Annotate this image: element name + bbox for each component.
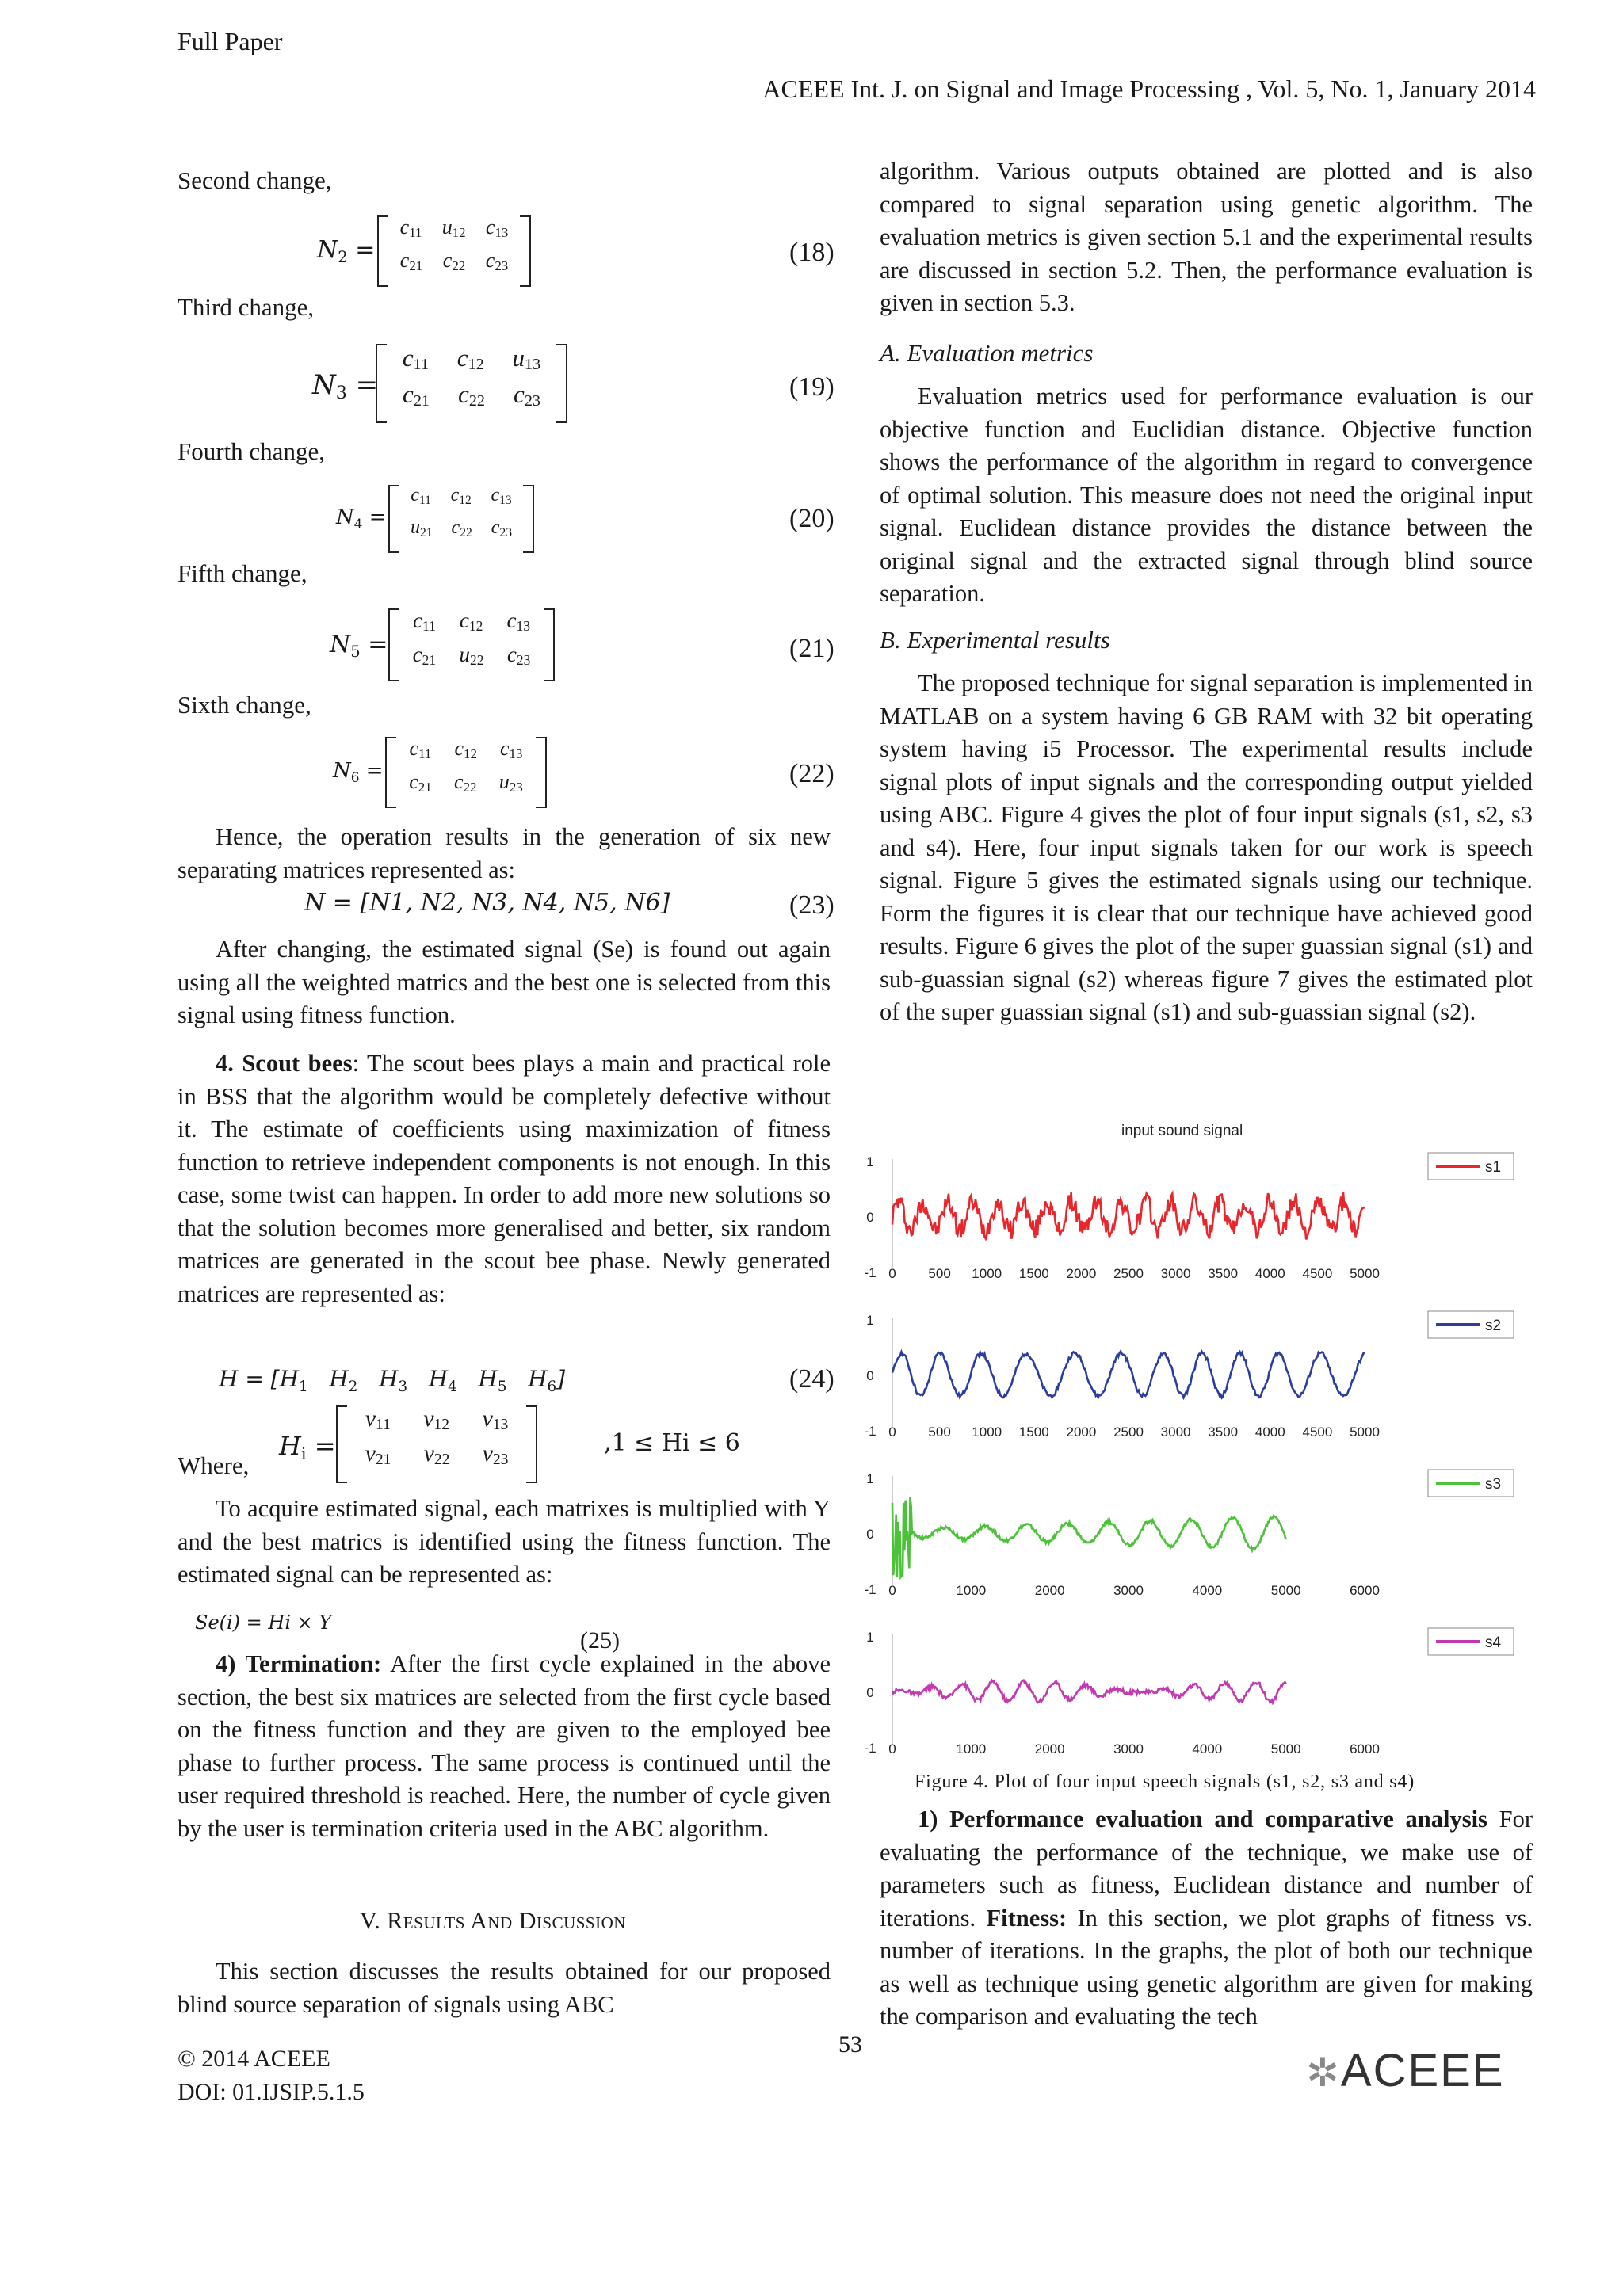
- xtick-s3-6: 6000: [1350, 1583, 1380, 1598]
- eq24-hi: $H_i$ =: [279, 1431, 336, 1463]
- series-line-s2: [892, 1352, 1365, 1398]
- xtick-s1-7: 3500: [1208, 1266, 1239, 1281]
- para-evaluation: Evaluation metrics used for performance evaluation is our objective function and Euclidian distance. Objective function shows the performance of the algorithm in regard to convergence of optimal solution. This measure does not need the original input signal. Euclidean distance provides the distance between the original signal and the extracted signal through blind source separation.: [880, 383, 1533, 607]
- eq18-number: (18): [789, 238, 834, 267]
- xtick-s2-6: 3000: [1160, 1425, 1191, 1440]
- xtick-s3-4: 4000: [1192, 1583, 1223, 1598]
- left-para-scout: [178, 1047, 831, 1310]
- series-line-s1: [892, 1192, 1365, 1240]
- right-para-perf: [880, 1803, 1533, 2034]
- label-where: Where,: [178, 1451, 250, 1479]
- xtick-s1-3: 1500: [1018, 1266, 1049, 1281]
- doi: DOI: 01.IJSIP.5.1.5: [178, 2079, 365, 2105]
- xtick-s1-8: 4000: [1254, 1266, 1285, 1281]
- xtick-s1-0: 0: [888, 1266, 896, 1281]
- xtick-s4-3: 3000: [1113, 1741, 1144, 1756]
- xtick-s4-2: 2000: [1034, 1741, 1065, 1756]
- figure-caption: Figure 4. Plot of four input speech signals (s1, s2, s3 and s4): [915, 1772, 1415, 1792]
- eq21-matrix: $c_{11}$ $c_{12}$ $c_{13}$ $c_{21}$ $u_{22}$ $c_{23}$: [388, 608, 555, 681]
- eq18-lhs: $N_2$ =: [317, 236, 376, 266]
- label-sixth-change: Sixth change,: [178, 691, 311, 719]
- para-acquire: To acquire estimated signal, each matrixes is multiplied with Y and the best matrics is identified using the fitness function. The estimated signal can be represented as:: [178, 1495, 831, 1588]
- xtick-s3-3: 3000: [1113, 1583, 1144, 1598]
- section-heading: V. Results And Discussion: [360, 1908, 626, 1934]
- right-para-b: [880, 667, 1533, 1029]
- eq24-condition: ,1 ≤ Hi ≤ 6: [604, 1429, 740, 1457]
- xtick-s2-8: 4000: [1254, 1425, 1285, 1440]
- xtick-s2-0: 0: [888, 1425, 896, 1440]
- eq19-lhs: $N_3$ =: [312, 369, 379, 403]
- eq23-expression: N = [N1, N2, N3, N4, N5, N6]: [304, 889, 670, 917]
- right-para-top: [880, 155, 1533, 320]
- chart-title: input sound signal: [1121, 1123, 1243, 1139]
- xtick-s2-9: 4500: [1302, 1425, 1333, 1440]
- xtick-s1-9: 4500: [1302, 1266, 1333, 1281]
- eq25-number: (25): [580, 1627, 620, 1653]
- xtick-s3-2: 2000: [1034, 1583, 1065, 1598]
- termination-text: After the first cycle explained in the above section, the best six matrices are selected from the first cycle based on the fitness function and they are given to the employed bee phase to further process. The same process is continued until the user required threshold is reached. Here, the number of cycle given by the user is termination criteria used in the ABC algorithm.: [178, 1650, 831, 1842]
- termination-heading: 4) Termination:: [216, 1650, 382, 1677]
- aceee-logo: [1306, 2044, 1505, 2097]
- eq24-h: $H = [H_1$ $H_2$ $H_3$ $H_4$ $H_5$ $H_6$]: [219, 1366, 566, 1395]
- eq19-matrix: $c_{11}$ $c_{12}$ $u_{13}$ $c_{21}$ $c_{22}$ $c_{23}$: [376, 344, 567, 423]
- fitness-heading: Fitness:: [986, 1904, 1067, 1932]
- perf-text-1: For evaluating the performance of the technique, we make use of parameters such as fitness, Euclidean distance and number of iterations.: [880, 1806, 1533, 1932]
- left-para-hence: [178, 821, 831, 887]
- xtick-s1-5: 2500: [1113, 1266, 1144, 1281]
- para-experimental: The proposed technique for signal separation is implemented in MATLAB on a system having 6 GB RAM with 32 bit operating system having i5 Processor. The experimental results include signal plots of input signals and the corresponding output yielded using ABC. Figure 4 gives the plot of four input signals (s1, s2, s3 and s4). Here, four input signals taken for our work is speech signal. Figure 5 gives the estimated signals using our technique. Form the figures it is clear that our technique have achieved good results. Figure 6 gives the plot of the super guassian signal (s1) and sub-guassian signal (s2) whereas figure 7 gives the estimated plot of the super guassian signal (s1) and sub-guassian signal (s2).: [880, 669, 1533, 1025]
- heading-evaluation-metrics: A. Evaluation metrics: [880, 339, 1094, 367]
- legend-label-s4: s4: [1485, 1634, 1502, 1651]
- para-top: algorithm. Various outputs obtained are plotted and is also compared to signal separation using genetic algorithm. The evaluation metrics is given section 5.1 and the experimental results are discussed in section 5.2. Then, the performance evaluation is given in section 5.3.: [880, 158, 1533, 316]
- para-hence: Hence, the operation results in the generation of six new separating matrices represented as:: [178, 823, 831, 883]
- heading-experimental-results: B. Experimental results: [880, 626, 1110, 654]
- ytick-s1-1: 0: [866, 1210, 874, 1225]
- logo-text: ACEEE: [1340, 2045, 1505, 2096]
- right-para-a: [880, 380, 1533, 611]
- scout-text: : The scout bees plays a main and practical role in BSS that the algorithm would be completely defective without it. The estimate of coefficients using maximization of fitness function to retrieve independent components is not enough. In this case, some twist can happen. In order to add more new solutions so that the solution becomes more generalised and better, six random matrices are generated in the scout bee phase. Newly generated matrices are represented as:: [178, 1050, 831, 1307]
- eq18-matrix: $c_{11}$ $u_{12}$ $c_{13}$ $c_{21}$ $c_{22}$ $c_{23}$: [377, 215, 531, 287]
- left-para-section: [178, 1955, 831, 2021]
- eq21-number: (21): [789, 634, 834, 663]
- eq22-lhs: $N_6$ =: [333, 759, 384, 785]
- xtick-s3-0: 0: [888, 1583, 896, 1598]
- label-third-change: Third change,: [178, 293, 315, 321]
- para-after: After changing, the estimated signal (Se) is found out again using all the weighted matrics and the best one is selected from this signal using fitness function.: [178, 936, 831, 1028]
- eq25-expression: Se(i) = Hi × Y: [195, 1611, 332, 1634]
- xtick-s4-4: 4000: [1192, 1741, 1223, 1756]
- eq21-lhs: $N_5$ =: [330, 631, 388, 661]
- legend-label-s2: s2: [1485, 1318, 1502, 1334]
- ytick-s4-1: 0: [866, 1685, 874, 1700]
- eq20-number: (20): [789, 504, 834, 533]
- xtick-s4-0: 0: [888, 1741, 896, 1756]
- xtick-s4-5: 5000: [1270, 1741, 1301, 1756]
- xtick-s3-5: 5000: [1270, 1583, 1301, 1598]
- journal-citation: ACEEE Int. J. on Signal and Image Processing , Vol. 5, No. 1, January 2014: [762, 74, 1536, 103]
- series-line-s4: [892, 1680, 1286, 1703]
- xtick-s2-7: 3500: [1208, 1425, 1239, 1440]
- xtick-s1-6: 3000: [1160, 1266, 1191, 1281]
- xtick-s4-1: 1000: [956, 1741, 987, 1756]
- left-para-termination: [178, 1648, 831, 1845]
- eq20-lhs: $N_4$ =: [336, 505, 387, 532]
- xtick-s2-10: 5000: [1350, 1425, 1380, 1440]
- left-para-after: [178, 933, 831, 1032]
- figure-4-chart: [864, 1116, 1537, 1756]
- xtick-s1-4: 2000: [1066, 1266, 1097, 1281]
- label-second-change: Second change,: [178, 166, 332, 194]
- xtick-s1-2: 1000: [972, 1266, 1002, 1281]
- ytick-s3-0: 1: [866, 1471, 874, 1486]
- figure-4-svg: [864, 1116, 1537, 1756]
- perf-heading: 1) Performance evaluation and comparative analysis: [918, 1806, 1487, 1833]
- xtick-s2-5: 2500: [1113, 1425, 1144, 1440]
- ytick-s2-2: -1: [864, 1424, 876, 1439]
- eq24-number: (24): [789, 1364, 834, 1394]
- eq22-matrix: $c_{11}$ $c_{12}$ $c_{13}$ $c_{21}$ $c_{22}$ $u_{23}$: [385, 737, 547, 808]
- scout-heading: 4. Scout bees: [216, 1050, 353, 1077]
- ytick-s2-0: 1: [866, 1313, 874, 1328]
- xtick-s3-1: 1000: [956, 1583, 987, 1598]
- ytick-s3-1: 0: [866, 1527, 874, 1542]
- series-line-s3: [892, 1497, 1286, 1577]
- ytick-s2-1: 0: [866, 1368, 874, 1383]
- ytick-s4-0: 1: [866, 1630, 874, 1645]
- legend-label-s3: s3: [1485, 1476, 1502, 1493]
- para-section: This section discusses the results obtained for our proposed blind source separation of signals using ABC: [178, 1958, 831, 2018]
- xtick-s2-2: 1000: [972, 1425, 1002, 1440]
- xtick-s2-3: 1500: [1018, 1425, 1049, 1440]
- eq20-matrix: $c_{11}$ $c_{12}$ $c_{13}$ $u_{21}$ $c_{22}$ $c_{23}$: [388, 485, 534, 553]
- ytick-s1-2: -1: [864, 1265, 876, 1280]
- xtick-s1-1: 500: [928, 1266, 951, 1281]
- xtick-s1-10: 5000: [1350, 1266, 1380, 1281]
- label-fifth-change: Fifth change,: [178, 559, 307, 587]
- perf-text-2: In this section, we plot graphs of fitness vs. number of iterations. In the graphs, the plot of both our technique as well as technique using genetic algorithm are given for making the comparison and evaluating the tech: [880, 1904, 1533, 2030]
- copyright: © 2014 ACEEE: [178, 2046, 330, 2072]
- xtick-s2-1: 500: [928, 1425, 951, 1440]
- eq23-number: (23): [789, 891, 834, 920]
- ytick-s1-0: 1: [866, 1154, 874, 1169]
- page-number: 53: [838, 2031, 862, 2058]
- ytick-s3-2: -1: [864, 1582, 876, 1597]
- xtick-s2-4: 2000: [1066, 1425, 1097, 1440]
- running-head: Full Paper: [178, 27, 283, 55]
- legend-label-s1: s1: [1485, 1159, 1502, 1176]
- label-fourth-change: Fourth change,: [178, 437, 325, 465]
- xtick-s4-6: 6000: [1350, 1741, 1380, 1756]
- eq24-matrix: $v_{11}$ $v_{12}$ $v_{13}$ $v_{21}$ $v_{22}$ $v_{23}$: [336, 1405, 537, 1483]
- eq22-number: (22): [789, 759, 834, 788]
- eq19-number: (19): [789, 372, 834, 402]
- ytick-s4-2: -1: [864, 1741, 876, 1756]
- left-para-acquire: [178, 1493, 831, 1592]
- logo-star-icon: ✲: [1306, 2050, 1341, 2095]
